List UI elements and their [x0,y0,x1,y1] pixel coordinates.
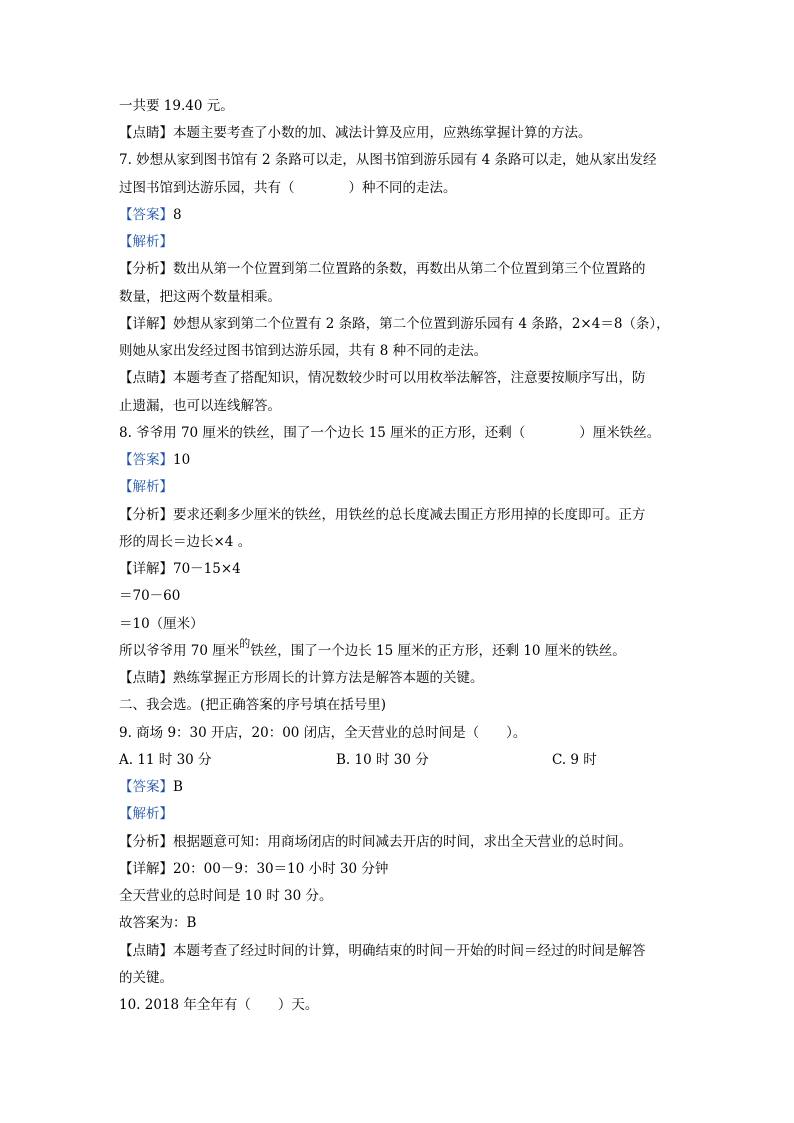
line-text: B [173,779,183,795]
section-tag: 【点睛】 [119,125,173,141]
line-text: 8. 爷爷用 70 厘米的铁丝，围了一个边长 15 厘米的正方形，还剩（ ）厘米铁丝。 [119,425,661,441]
line-text: 形的周长＝边长×4 。 [119,534,252,550]
answer-tag: 【答案】 [119,779,173,795]
line-text: 数出从第一个位置到第二位置路的条数，再数出从第二个位置到第三个位置路的 [173,261,646,277]
line-text: 铁丝，围了一个边长 15 厘米的正方形，还剩 10 厘米的铁丝。 [250,643,626,659]
section-tag: 【点睛】 [119,943,173,959]
text-line [119,913,679,933]
text-line [119,423,679,443]
text-line [119,941,679,961]
line-text: ＝10（厘米） [119,616,204,632]
line-text: 数量，把这两个数量相乘。 [119,289,281,305]
text-line [119,123,679,143]
line-text: 8 [173,207,182,223]
text-line [119,368,679,388]
text-line [119,505,679,525]
text-line [119,968,679,988]
text-line [119,259,679,279]
text-line [119,232,679,252]
line-text: ＝70－60 [119,588,181,604]
text-line [119,668,679,688]
line-text: 要求还剩多少厘米的铁丝，用铁丝的总长度减去围正方形用掉的长度即可。正方 [173,507,646,523]
answer-tag: 【解析】 [119,479,173,495]
text-line [119,586,679,606]
line-text: 二、我会选。(把正确答案的序号填在括号里) [119,697,387,713]
choice-option: B. 10 时 30 分 [336,752,429,768]
line-text: 根据题意可知：用商场闭店的时间减去开店的时间，求出全天营业的总时间。 [173,834,632,850]
line-text: 所以爷爷用 70 厘米 [119,643,240,659]
text-line [119,637,679,662]
line-text: 妙想从家到第二个位置有 2 条路，第二个位置到游乐园有 4 条路，2×4＝8（条）， [173,316,670,332]
text-line [119,477,679,497]
line-text: 一共要 19.40 元。 [119,98,234,114]
section-tag: 【点睛】 [119,370,173,386]
line-text: 20：00－9：30＝10 小时 30 分钟 [173,861,389,877]
text-line [119,287,679,307]
text-line [119,995,679,1015]
line-text: 本题考查了经过时间的计算，明确结束的时间－开始的时间＝经过的时间是解答 [173,943,646,959]
line-text: 全天营业的总时间是 10 时 30 分。 [119,888,333,904]
raised-char: 的 [239,637,251,650]
text-line [119,314,679,334]
text-line [119,205,679,225]
text-line [119,559,679,579]
text-line [119,614,679,634]
text-line [119,886,679,906]
text-line [119,859,679,879]
text-line [119,532,679,552]
answer-tag: 【答案】 [119,207,173,223]
line-text: 本题考查了搭配知识，情况数较少时可以用枚举法解答，注意要按顺序写出，防 [173,370,646,386]
text-line [119,804,679,824]
line-text: 止遗漏，也可以连线解答。 [119,398,281,414]
text-line [119,832,679,852]
text-line [119,695,679,715]
line-text: 9. 商场 9：30 开店，20：00 闭店，全天营业的总时间是（ ）。 [119,725,527,741]
line-text: 过图书馆到达游乐园，共有（ ）种不同的走法。 [119,180,457,196]
section-tag: 【点睛】 [119,670,173,686]
line-text: 10. 2018 年全年有（ ）天。 [119,997,319,1013]
line-text: 70－15×4 [173,561,241,577]
answer-tag: 【解析】 [119,806,173,822]
text-line [119,341,679,361]
line-text: 10 [173,452,191,468]
line-text: 故答案为：B [119,915,197,931]
text-line [119,396,679,416]
text-line [119,178,679,198]
section-tag: 【详解】 [119,861,173,877]
text-line [119,450,679,470]
choice-option: A. 11 时 30 分 [119,752,212,768]
line-text: 本题主要考查了小数的加、减法计算及应用，应熟练掌握计算的方法。 [173,125,592,141]
section-tag: 【分析】 [119,834,173,850]
section-tag: 【分析】 [119,507,173,523]
line-text: 则她从家出发经过图书馆到达游乐园，共有 8 种不同的走法。 [119,343,488,359]
section-tag: 【详解】 [119,561,173,577]
line-text: 熟练掌握正方形周长的计算方法是解答本题的关键。 [173,670,484,686]
section-tag: 【分析】 [119,261,173,277]
text-line [119,96,679,116]
line-text: 7. 妙想从家到图书馆有 2 条路可以走，从图书馆到游乐园有 4 条路可以走，她从家出发经 [119,152,657,168]
line-text: 的关键。 [119,970,173,986]
answer-tag: 【答案】 [119,452,173,468]
text-line [119,723,679,743]
choice-option: C. 9 时 [552,752,597,768]
answer-tag: 【解析】 [119,234,173,250]
text-line [119,150,679,170]
section-tag: 【详解】 [119,316,173,332]
text-line [119,777,679,797]
